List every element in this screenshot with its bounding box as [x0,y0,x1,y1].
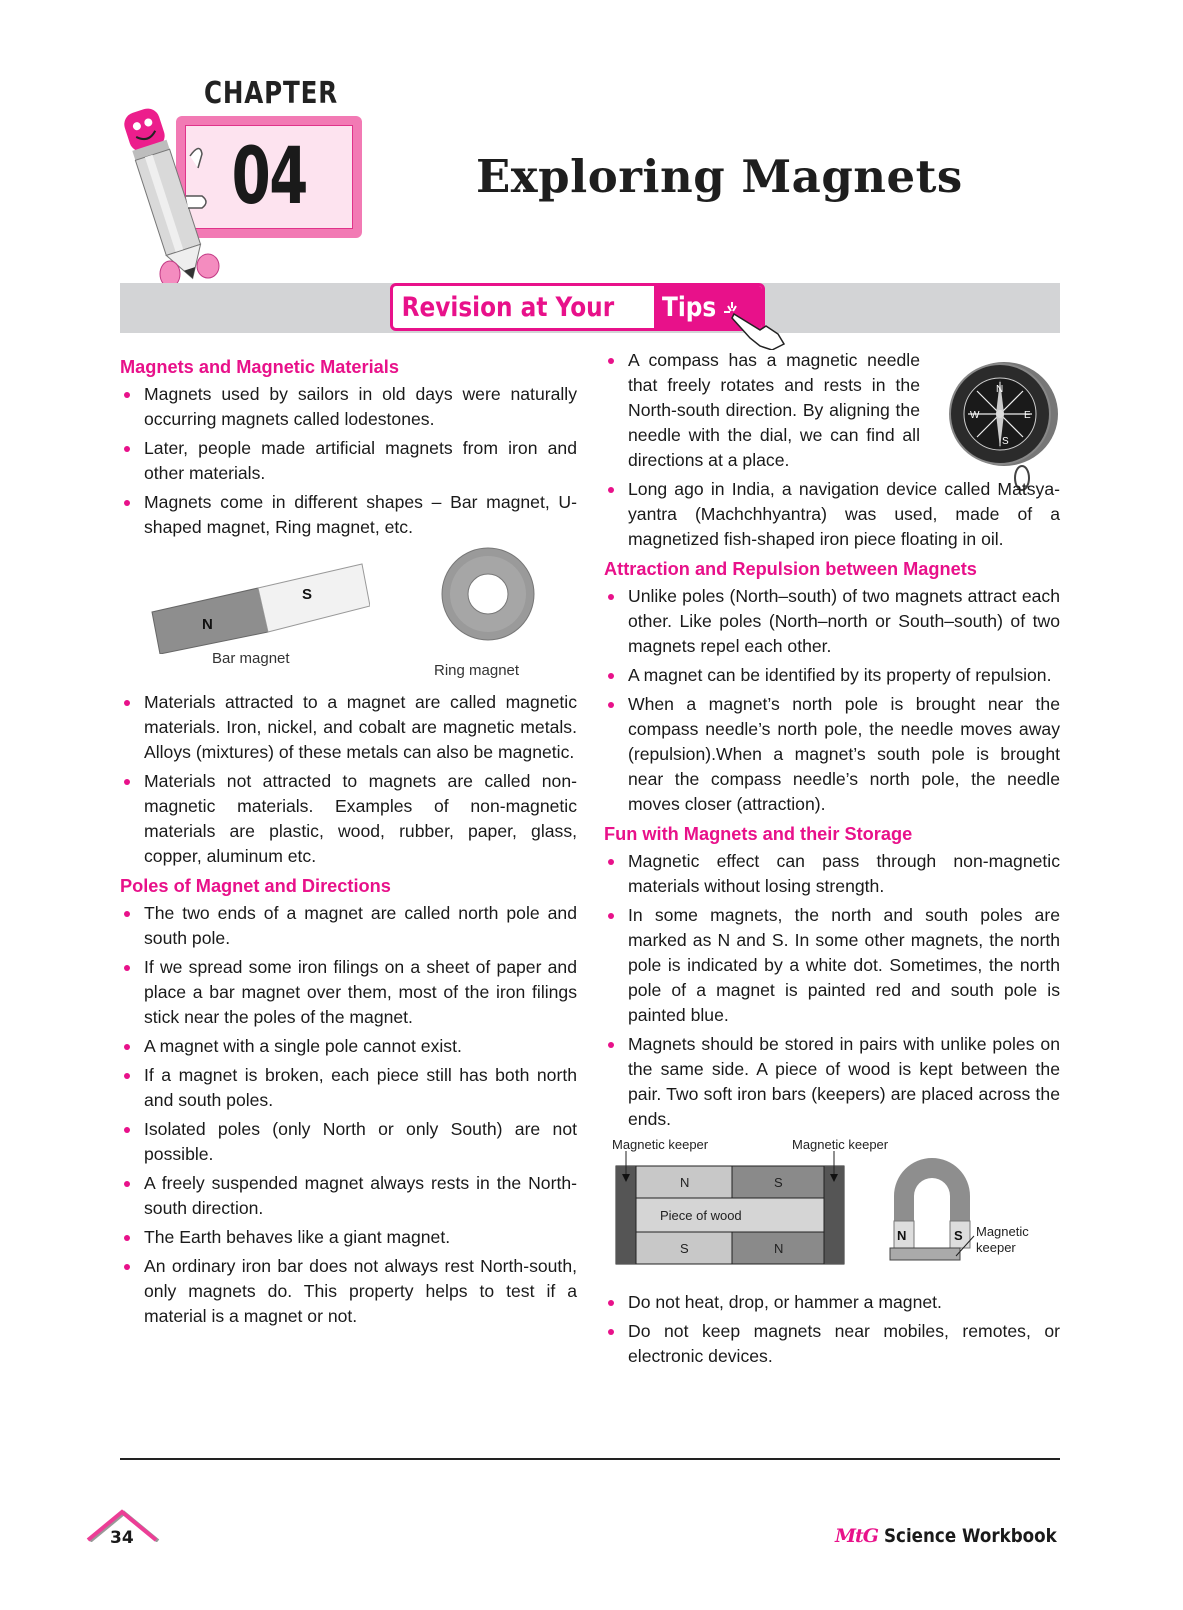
list-item: In some magnets, the north and south poles are marked as N and S. In some other magnets, the north pole is indicated by a white dot. Sometimes, the north pole of a magnet is painted red and south pole is painted blue. [604,903,1060,1028]
list-item: Long ago in India, a navigation device called Matsya-yantra (Machchhyantra) was used, made of a magnetized fish-shaped iron piece floating in oil. [604,477,1060,552]
ring-magnet-caption: Ring magnet [434,662,520,679]
storage-diagram-svg [604,1136,1060,1288]
list-item: Isolated poles (only North or only South) are not possible. [120,1117,577,1167]
bottom-n-label: N [774,1241,784,1256]
page-number: 34 [110,1528,134,1548]
list-item: Unlike poles (North–south) of two magnets attract each other. Like poles (North–north or South–south) of two magnets repel each other. [604,584,1060,659]
horseshoe-n-label: N [897,1228,907,1243]
top-s-label: S [774,1175,783,1190]
list-item: A magnet with a single pole cannot exist. [120,1034,577,1059]
keeper-left-label: Magnetic keeper [612,1137,709,1152]
bullet-list [120,382,577,540]
pointing-hand-icon [720,300,790,350]
list-item: If we spread some iron filings on a sheet of paper and place a bar magnet over them, most of the iron filings stick near the poles of the magnet. [120,955,577,1030]
list-item: When a magnet’s north pole is brought near the compass needle’s north pole, the needle moves away (repulsion).When a magnet’s south pole is brought near the compass needle’s north pole, the needle moves closer (attraction). [604,692,1060,817]
list-item: Materials attracted to a magnet are called magnetic materials. Iron, nickel, and cobalt are magnetic metals. Alloys (mixtures) of these metals can also be magnetic. [120,690,577,765]
bullet-list [604,849,1060,1132]
list-item: Magnetic effect can pass through non-magnetic materials without losing strength. [604,849,1060,899]
wood-label: Piece of wood [660,1208,742,1223]
horseshoe-keeper-label-2: keeper [976,1240,1016,1255]
banner-right-text: Tips [662,291,717,323]
section-heading: Poles of Magnet and Directions [120,876,391,896]
list-item: A compass has a magnetic needle that freely rotates and rests in the North-south direction. By aligning the needle with the dial, we can find all directions at a place. [604,348,1060,473]
page-title: Exploring Magnets [476,150,963,203]
pencil-mascot-icon [108,96,228,296]
section-heading: Attraction and Repulsion between Magnets [604,559,977,579]
list-item: Magnets should be stored in pairs with unlike poles on the same side. A piece of wood is kept between the pair. Two soft iron bars (keepers) are placed across the ends. [604,1032,1060,1132]
list-item: Do not keep magnets near mobiles, remotes, or electronic devices. [604,1319,1060,1369]
magnet-storage-diagram [604,1136,1060,1288]
list-item: Magnets used by sailors in old days were naturally occurring magnets called lodestones. [120,382,577,432]
chapter-label: CHAPTER [204,76,338,111]
top-n-label: N [680,1175,690,1190]
list-item: If a magnet is broken, each piece still has both north and south poles. [120,1063,577,1113]
bullet-list [120,901,577,1329]
list-item: Do not heat, drop, or hammer a magnet. [604,1290,1060,1315]
bar-magnet-image [150,554,370,654]
bullet-list [120,690,577,869]
keeper-right-label: Magnetic keeper [792,1137,889,1152]
left-column [120,354,577,1333]
list-item: An ordinary iron bar does not always rest North-south, only magnets do. This property helps to test if a material is a magnet or not. [120,1254,577,1329]
banner-left-text: Revision at Your [401,291,615,323]
magnet-figures [120,544,577,680]
bar-magnet-caption: Bar magnet [212,650,290,667]
compass-n-label: N [996,384,1004,395]
brand-logo: MtG [835,1525,879,1547]
compass-e-label: E [1024,410,1031,421]
list-item: The Earth behaves like a giant magnet. [120,1225,577,1250]
list-item: A magnet can be identified by its property of repulsion. [604,663,1060,688]
footer-brand [835,1525,1080,1547]
horseshoe-keeper-label-1: Magnetic [976,1224,1029,1239]
section-heading: Magnets and Magnetic Materials [120,357,399,377]
compass-w-label: W [970,410,980,421]
bar-s-label: S [302,586,313,603]
bottom-s-label: S [680,1241,689,1256]
chapter-number: 04 [231,132,307,222]
list-item: Materials not attracted to magnets are called non-magnetic materials. Examples of non-magnetic materials are plastic, wood, rubber, paper, glass, copper, aluminum etc. [120,769,577,869]
bullet-list [604,584,1060,817]
brand-text: Science Workbook [884,1525,1057,1547]
bar-n-label: N [202,616,213,633]
horseshoe-s-label: S [954,1228,963,1243]
revision-tips-banner [390,283,765,331]
list-item: Later, people made artificial magnets from iron and other materials. [120,436,577,486]
right-column [604,350,1060,1373]
compass-s-label: S [1002,436,1009,447]
list-item: The two ends of a magnet are called north pole and south pole. [120,901,577,951]
ring-magnet-image [438,544,538,644]
list-item: Magnets come in different shapes – Bar magnet, U-shaped magnet, Ring magnet, etc. [120,490,577,540]
bullet-list [604,348,1060,552]
footer-divider [120,1458,1060,1460]
section-heading: Fun with Magnets and their Storage [604,824,913,844]
bullet-list [604,1290,1060,1369]
list-item: A freely suspended magnet always rests in the North-south direction. [120,1171,577,1221]
